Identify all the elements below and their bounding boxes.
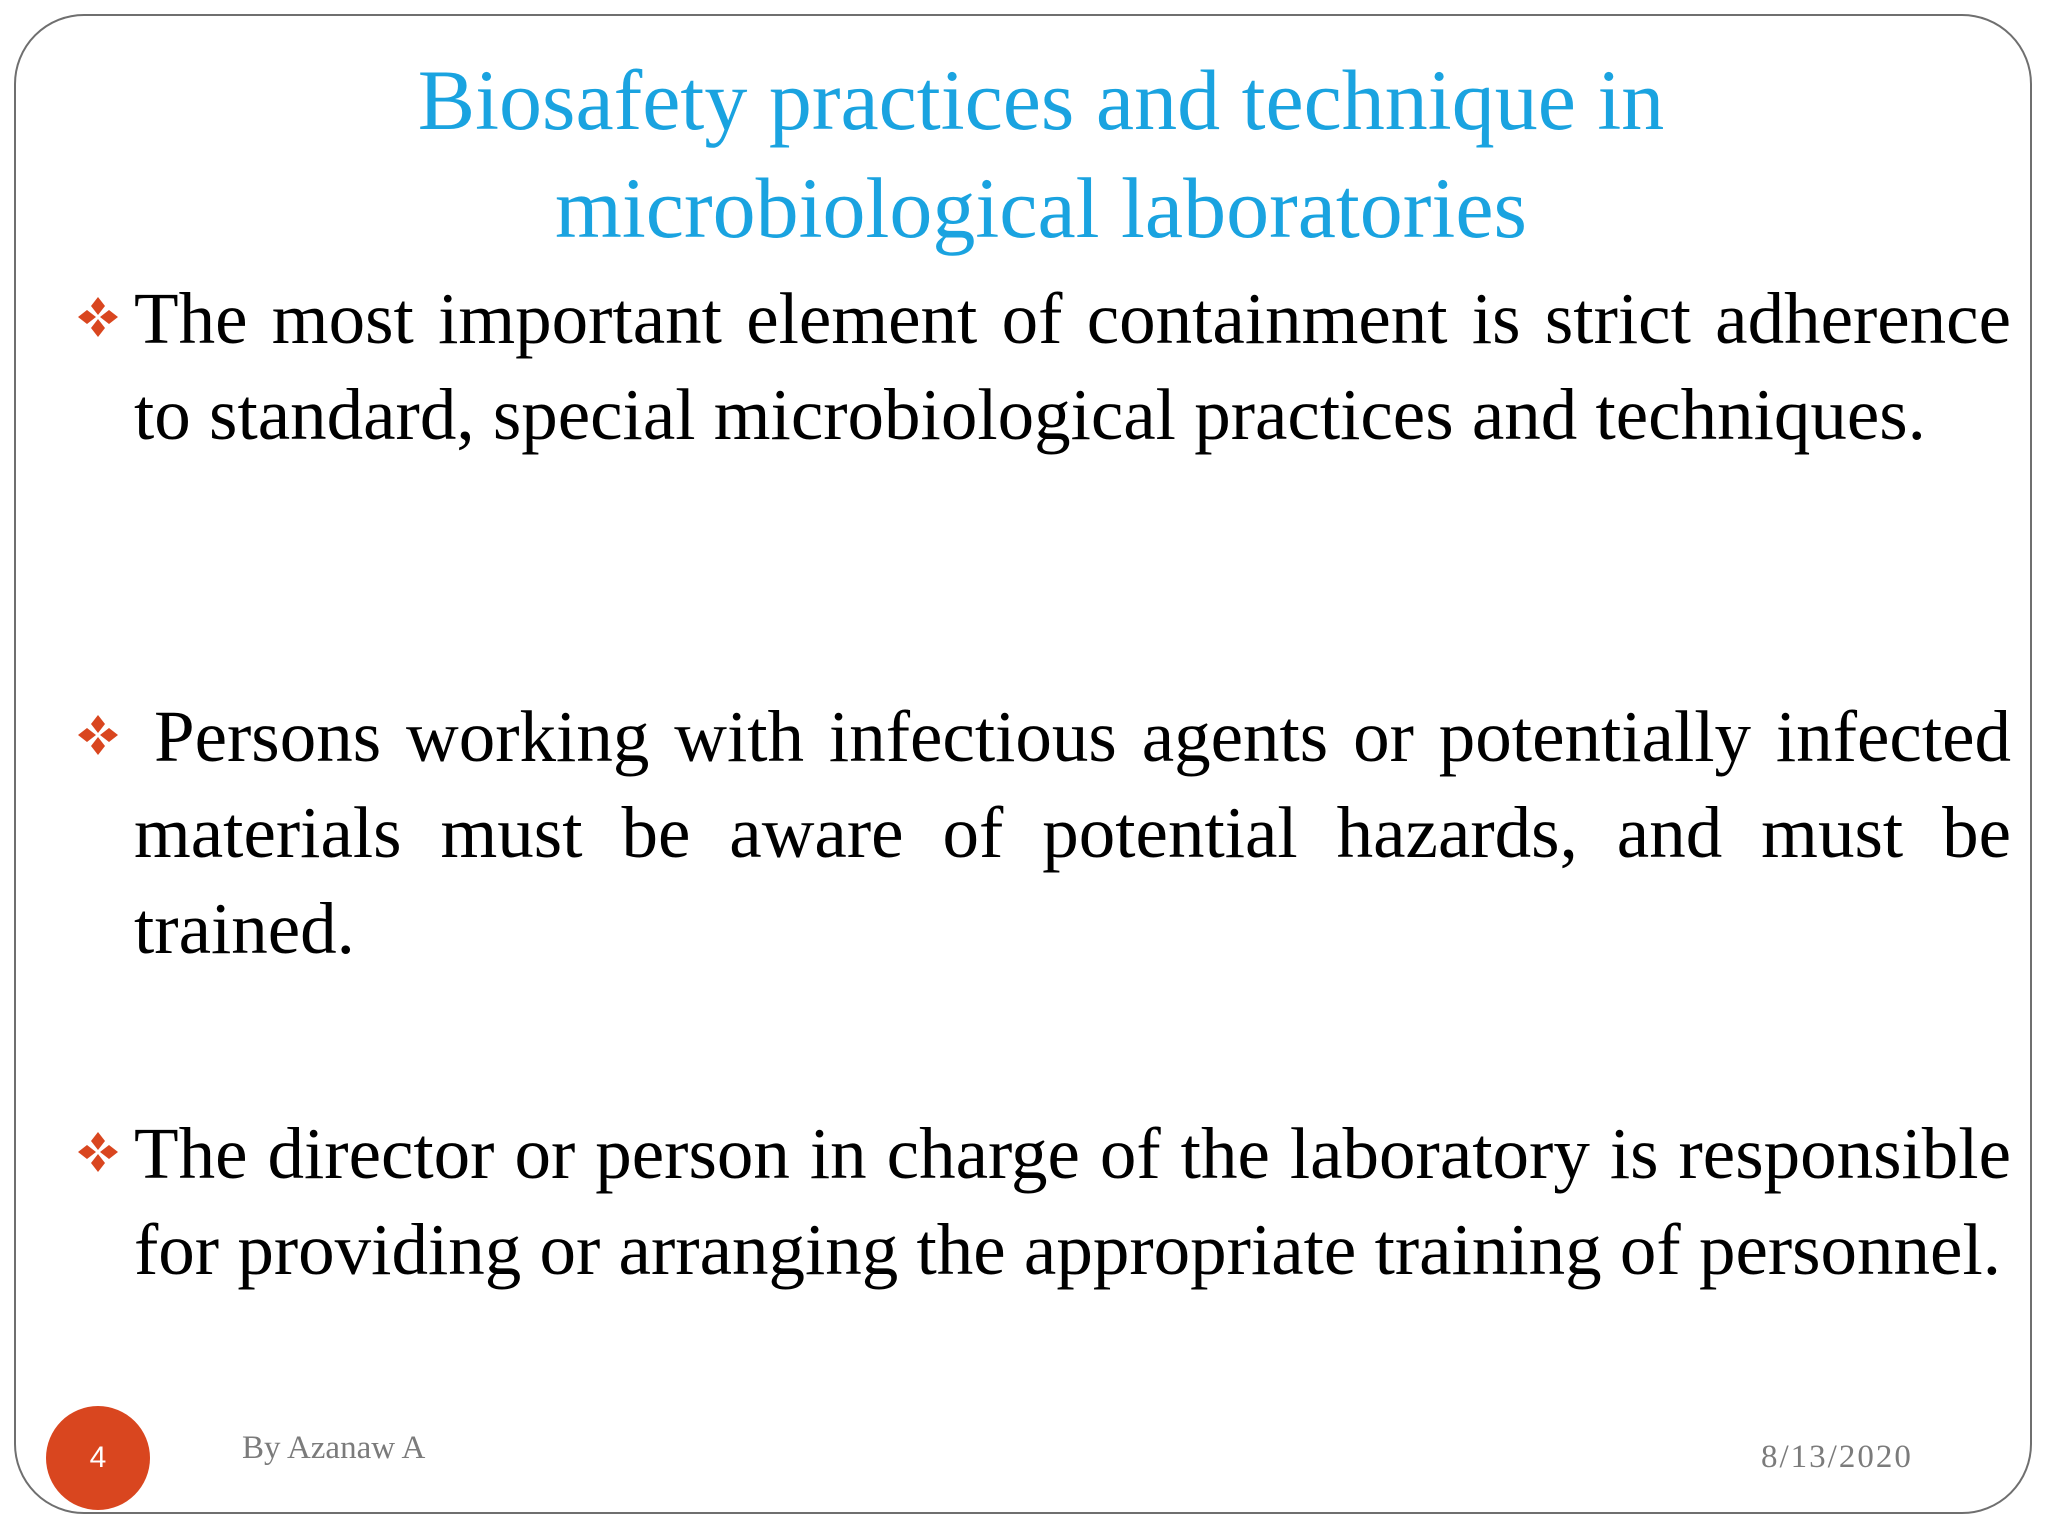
slide-title <box>216 46 1866 262</box>
bullet-item <box>76 689 2011 977</box>
footer-date: 8/13/2020 <box>1761 1439 1913 1475</box>
bullet-text: The most important element of containment is strict adherence to standard, special microbiological practices and techniques. <box>134 278 2011 455</box>
footer-author: By Azanaw A <box>242 1430 426 1466</box>
slide-title-line-1: Biosafety practices and technique in <box>417 52 1665 148</box>
four-diamond-bullet-icon <box>76 1130 120 1174</box>
bullet-text: Persons working with infectious agents or potentially infected materials must be aware of potential hazards, and must be trained. <box>134 696 2011 969</box>
page-number-badge: 4 <box>46 1406 150 1510</box>
four-diamond-bullet-icon <box>76 713 120 757</box>
slide-title-line-2: microbiological laboratories <box>555 160 1527 256</box>
bullet-item <box>76 1106 2011 1298</box>
bullet-item <box>76 271 2011 463</box>
bullet-text: The director or person in charge of the laboratory is responsible for providing or arranging the appropriate training of personnel. <box>134 1113 2011 1290</box>
slide <box>14 14 2032 1514</box>
four-diamond-bullet-icon <box>76 295 120 339</box>
